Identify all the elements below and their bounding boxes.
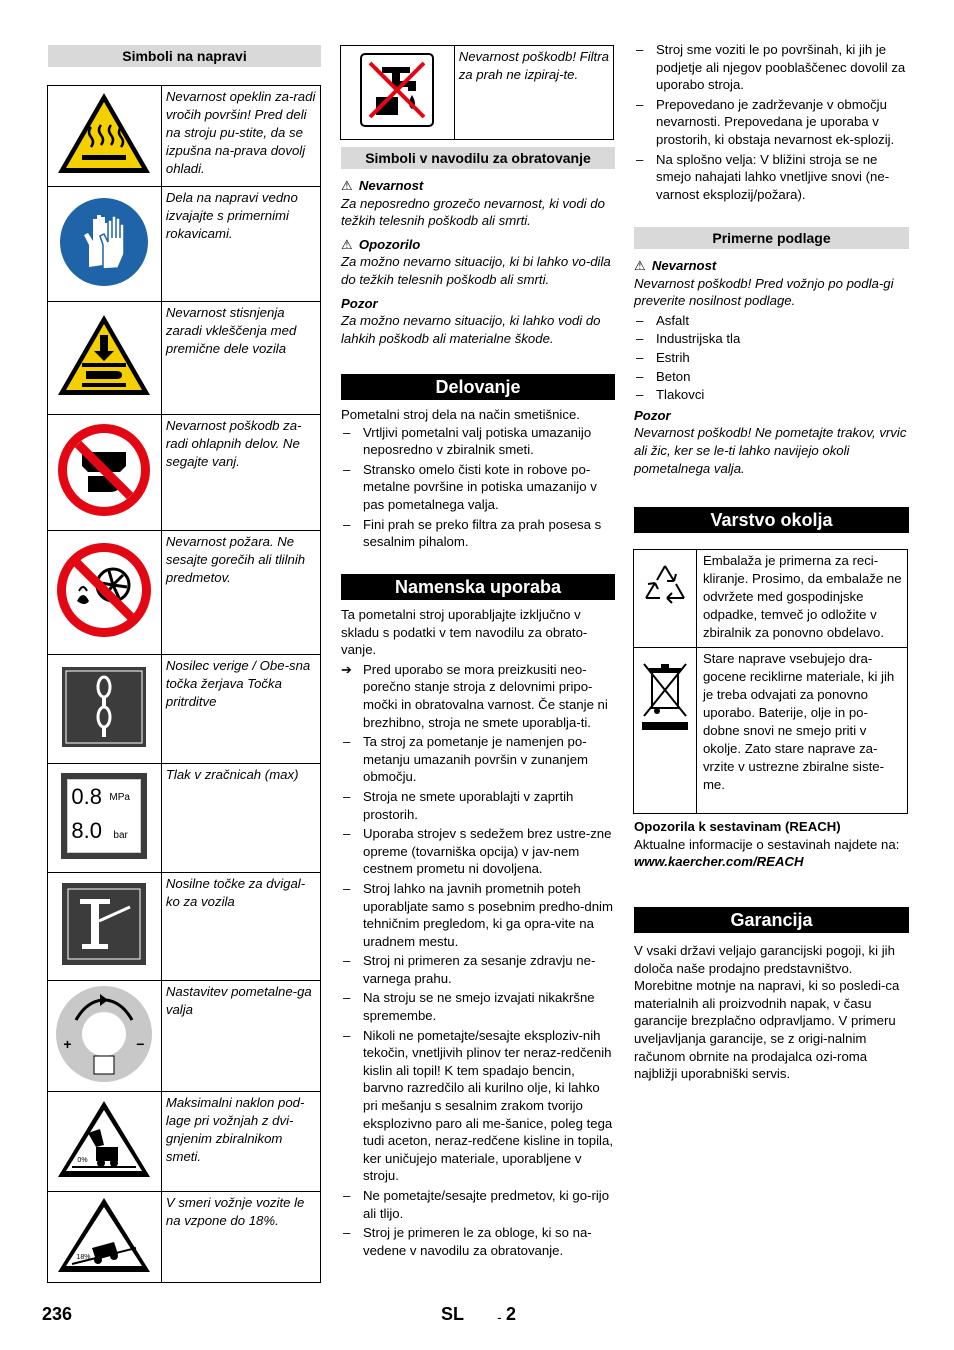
intended-use-heading: Namenska uporaba xyxy=(341,574,615,600)
surfaces-danger-text: Nevarnost poškodb! Pred vožnjo po podla-gi preverite nosilnost podlage. xyxy=(634,275,894,309)
pressure-mpa-unit: MPa xyxy=(109,791,130,803)
warranty-heading: Garancija xyxy=(634,907,909,933)
no-fire-hazard-icon xyxy=(55,541,153,639)
symbol-cell xyxy=(48,1192,162,1283)
intended-use-list-continued xyxy=(634,41,909,203)
jack-points-icon xyxy=(60,881,148,967)
surfaces-danger-label-row xyxy=(634,257,909,275)
symbol-cell xyxy=(48,764,162,873)
list-item: – Stransko omelo čisti kote in robove po-metalne površine in potiska umazanijo v pas pometalnega valja. xyxy=(341,461,615,514)
intended-use-list xyxy=(341,733,615,1259)
danger-text: Za neposredno grozečo nevarnost, ki vodi do težkih telesnih poškodb ali smrti. xyxy=(341,195,605,229)
plus-label: + xyxy=(63,1035,72,1052)
list-item: – Vrtljivi pometalni valj potiska umazanijo neposredno v zbiralnik smeti. xyxy=(341,424,615,459)
intended-use-instruction: ➔ Pred uporabo se mora preizkusiti neo-porečno stanje stroja z delovnimi pripo-močki in obratovalna varnost. Če stanje ni brezhibno, stroja ne smete uporablja-ti. xyxy=(341,661,615,731)
list-item: – Stroja ne smete uporablajti v zaprtih prostorih. xyxy=(341,788,615,823)
environment-heading: Varstvo okolja xyxy=(634,507,909,533)
list-item: – Stroj lahko na javnih prometnih poteh uporabljate samo s posebnim predho-dnim tehničnim pregledom, ki ga opra-vite na uradnem mestu. xyxy=(341,880,615,950)
list-item: – Fini prah se preko filtra za prah posesa s sesalnim pihalom. xyxy=(341,516,615,551)
no-touch-cooling-icon xyxy=(56,422,152,518)
symbols-on-device-heading: Simboli na napravi xyxy=(48,45,321,67)
list-item: – Stroj je primeren le za obloge, ki so na-vedene v navodilu za obratovanje. xyxy=(341,1224,615,1259)
symbol-text: Nevarnost poškodb! Filtra za prah ne izpiraj-te. xyxy=(454,46,613,140)
symbol-cell xyxy=(634,550,697,648)
list-item: – Tlakovci xyxy=(634,386,909,404)
warning-label-row xyxy=(341,236,615,254)
warning-triangle-icon: ⚠ xyxy=(341,236,353,252)
list-item: – Ta stroj za pometanje je namenjen po-metanju umazanih površin v zunanjem območju. xyxy=(341,733,615,786)
symbol-text: Nosilec verige / Obe-sna točka žerjava Točka pritrditve xyxy=(161,655,320,764)
surfaces-caution-label: Pozor xyxy=(634,407,671,423)
warning-triangle-icon: ⚠ xyxy=(634,258,646,273)
language-code: SL xyxy=(441,1304,465,1324)
list-item: – Na splošno velja: V bližini stroja se ne smejo nahajati lahko vnetljive snovi (ne-varnost eksplozij/požara). xyxy=(634,151,909,204)
warning-triangle-icon: ⚠ xyxy=(341,178,353,193)
minus-label: − xyxy=(136,1035,145,1052)
list-item: – Ne pometajte/sesajte predmetov, ki go-rijo ali tlijo. xyxy=(341,1187,615,1222)
incline-percent-label: 18% xyxy=(76,1253,91,1261)
symbol-cell xyxy=(48,873,162,981)
symbol-text: Nosilne točke za dvigal-ko za vozila xyxy=(161,873,320,981)
symbol-cell xyxy=(48,1092,162,1192)
symbol-text: Tlak v zračnicah (max) xyxy=(161,764,320,873)
symbol-text: Stare naprave vsebujejo dra-gocene reciklirne materiale, ki jih je treba odvajati za ponovno uporabo. Baterije, olje in po-dobne snovi ne smejo priti v okolje. Zato stare naprave za-vrzite v ustrezne zbiralne siste-me. xyxy=(696,648,907,814)
hot-surface-warning-icon xyxy=(54,89,154,179)
symbol-cell xyxy=(48,981,162,1092)
incline-18-icon xyxy=(56,1196,152,1274)
tire-pressure-icon xyxy=(61,773,147,859)
crush-hand-warning-icon xyxy=(54,311,154,401)
list-item: – Na stroju se ne smejo izvajati nikakršne spremembe. xyxy=(341,989,615,1024)
symbol-cell xyxy=(48,86,162,187)
symbol-text: Maksimalni naklon pod-lage pri vožnjah z dvi-gnjenim zbiralnikom smeti. xyxy=(161,1092,320,1192)
danger-label-row xyxy=(341,177,615,195)
warning-text: Za možno nevarno situacijo, ki bi lahko vo-dila do težkih telesnih poškodb ali smrti. xyxy=(341,254,611,287)
no-rinse-filter-icon xyxy=(360,53,434,127)
surfaces-list xyxy=(634,312,909,404)
reach-text: Aktualne informacije o sestavinah najdete na: xyxy=(634,836,900,852)
manual-symbols-heading: Simboli v navodilu za obratovanje xyxy=(341,147,615,169)
list-item: – Nikoli ne pometajte/sesajte eksploziv-nih tekočin, vnetljivih plinov ter neraz-redčenih kislin ali topil! K tem spadajo bencin, barvno razredčilo ali kurilno olje, ki lahko pri mešanju s sesalnim zrakom tvorijo eksplozivno paro ali me-šanice, poleg tega tudi aceton, neraz-redčene kisline in topila, ker uničujejo materiale, uporabljene v stroju. xyxy=(341,1027,615,1185)
footer-separator: - xyxy=(497,1309,502,1325)
symbol-text: V smeri vožnje vozite le na vzpone do 18%. xyxy=(161,1192,320,1283)
crossed-bin-icon xyxy=(638,658,692,734)
symbol-text: Nevarnost požara. Ne sesajte gorečih ali tlilnih predmetov. xyxy=(161,531,320,655)
chain-attachment-icon xyxy=(60,665,148,749)
warning-label: Opozorilo xyxy=(358,236,421,252)
symbol-cell xyxy=(634,648,697,814)
function-intro: Pometalni stroj dela na način smetišnice. xyxy=(341,407,580,422)
list-item: – Prepovedano je zadrževanje v območju nevarnosti. Prepovedana je uporaba v prostorih, ki obstaja nevarnost ek-splozij. xyxy=(634,96,909,149)
reach-title: Opozorila k sestavinam (REACH) xyxy=(634,819,841,834)
list-item: – Asfalt xyxy=(634,312,909,330)
symbol-text: Nastavitev pometalne-ga valja xyxy=(161,981,320,1092)
filter-symbol-table xyxy=(340,45,614,140)
surfaces-danger-label: Nevarnost xyxy=(651,258,717,273)
environment-table xyxy=(633,549,908,814)
symbol-cell xyxy=(341,46,455,140)
suitable-surfaces-heading: Primerne podlage xyxy=(634,227,909,249)
function-list xyxy=(341,424,615,551)
roller-adjust-icon xyxy=(56,986,152,1082)
pressure-mpa-value: 0.8 xyxy=(71,783,103,809)
device-symbols-table xyxy=(47,85,321,1283)
symbol-text: Embalaža je primerna za reci-kliranje. Prosimo, da embalaže ne odvržete med gospodinjske odpadke, temveč jo odložite v zbiralnik za ponovno obdelavo. xyxy=(696,550,907,648)
list-item: – Industrijska tla xyxy=(634,330,909,348)
recycling-icon xyxy=(638,560,692,614)
caution-text: Za možno nevarno situacijo, ki lahko vodi do lahkih poškodb ali materialne škode. xyxy=(341,313,601,346)
incline-percent-label: 0% xyxy=(77,1157,88,1165)
symbol-text: Dela na napravi vedno izvajajte s primernimi rokavicami. xyxy=(161,187,320,302)
sub-page-number: 2 xyxy=(506,1304,517,1324)
intended-use-intro: Ta pometalni stroj uporabljajte izključno v skladu s podatki v tem navodilu za obrato-vanje. xyxy=(341,607,588,658)
max-incline-dump-icon xyxy=(56,1099,152,1179)
symbol-cell xyxy=(48,187,162,302)
function-heading: Delovanje xyxy=(341,374,615,400)
symbol-cell xyxy=(48,302,162,415)
symbol-cell xyxy=(48,531,162,655)
list-item: – Stroj ni primeren za sesanje zdravju ne-varnega prahu. xyxy=(341,952,615,987)
surfaces-caution-text: Nevarnost poškodb! Ne pometajte trakov, vrvic ali žic, ker se le-ti lahko navijejo okoli pometalnega valja. xyxy=(634,425,907,476)
page-number: 236 xyxy=(42,1304,73,1324)
warranty-text: V vsaki državi veljajo garancijski pogoji, ki jih določa naše prodajno predstavništvo. Morebitne motnje na napravi, ki so posledi-ca materialnih ali proizvodnih napak, v času garancije brezplačno odpravljamo. V primeru uveljavljanja garancije, se z origi-nalnim računom obrnite na prodajalca ozi-roma najbližji uporabniški servis. xyxy=(634,943,900,1082)
reach-link[interactable]: www.kaercher.com/REACH xyxy=(634,854,804,870)
symbol-text: Nevarnost opeklin za-radi vročih površin! Pred deli na stroju pu-stite, da se izpušna na-prava dovolj ohladi. xyxy=(161,86,320,187)
list-item: – Uporaba strojev s sedežem brez ustre-zne opreme (tovarniška opcija) v jav-nem cestnem prometu ni dovoljena. xyxy=(341,825,615,878)
pressure-bar-unit: bar xyxy=(113,829,128,841)
list-item: – Estrih xyxy=(634,349,909,367)
protective-gloves-icon xyxy=(59,197,149,287)
symbol-cell xyxy=(48,655,162,764)
danger-label: Nevarnost xyxy=(358,178,424,193)
pressure-bar-value: 8.0 xyxy=(71,817,103,843)
symbol-text: Nevarnost poškodb za-radi ohlapnih delov. Ne segajte vanj. xyxy=(161,415,320,531)
list-item: – Beton xyxy=(634,368,909,386)
list-item: – Stroj sme voziti le po površinah, ki jih je podjetje ali njegov pooblaščenec dovolil za uporabo stroja. xyxy=(634,41,909,94)
caution-label: Pozor xyxy=(341,295,378,311)
symbol-text: Nevarnost stisnjenja zaradi vkleščenja med premične dele vozila xyxy=(161,302,320,415)
symbol-cell xyxy=(48,415,162,531)
